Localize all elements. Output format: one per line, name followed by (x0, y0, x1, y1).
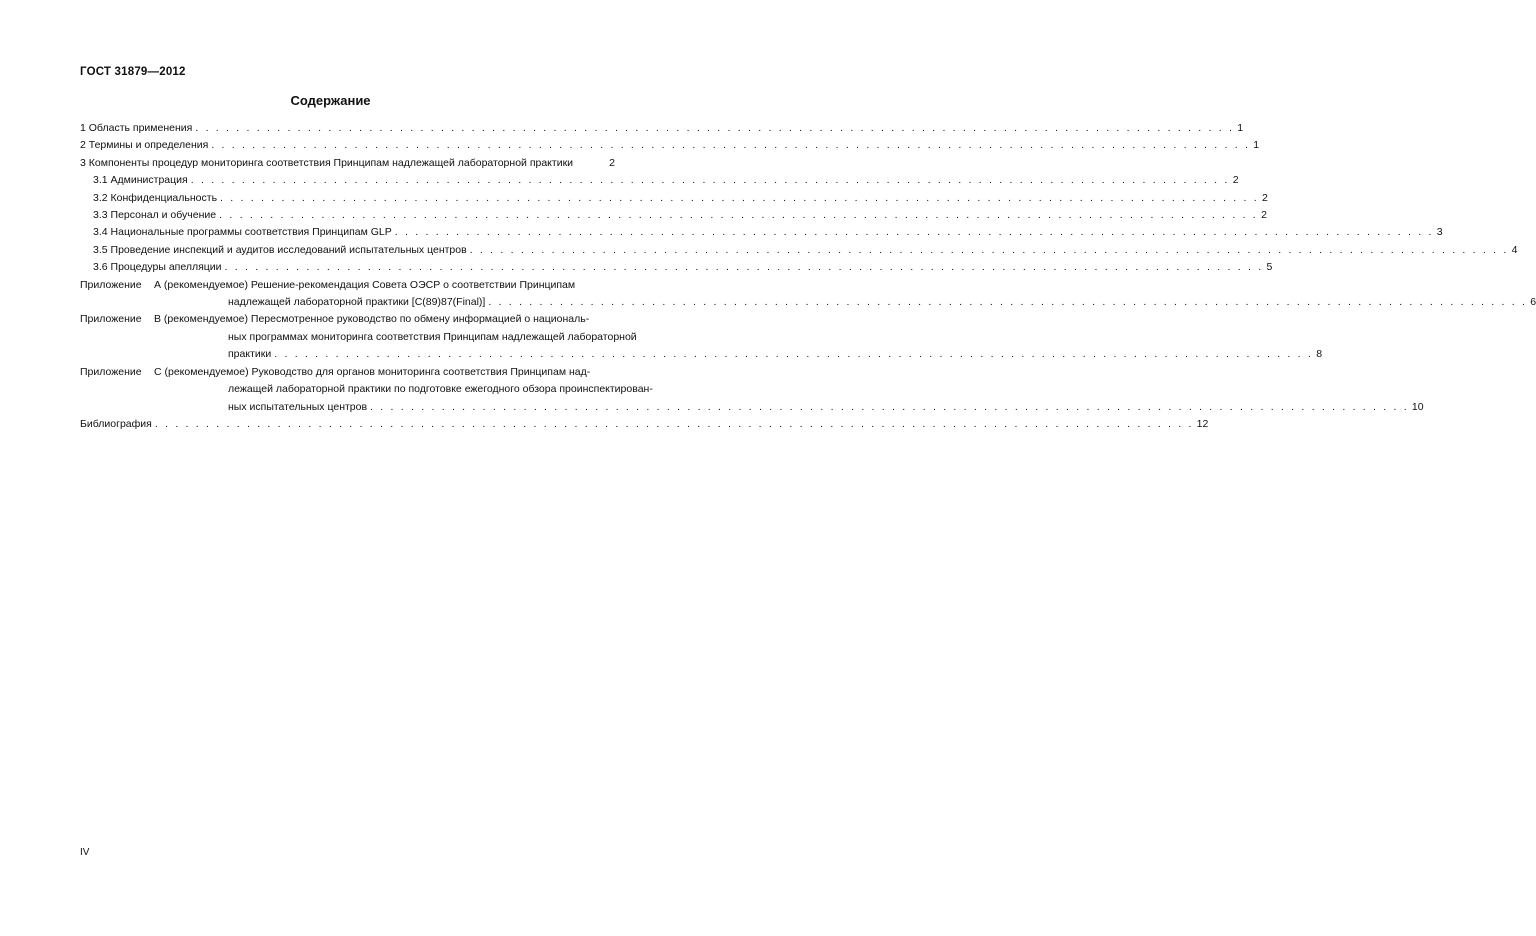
appendix-title-line: А (рекомендуемое) Решение-рекомендация Совета ОЭСР о соответствии Принципам (154, 278, 576, 291)
table-of-contents (80, 120, 1536, 433)
toc-entry-number: 2 (80, 139, 86, 152)
toc-entry-page: 2 (1261, 209, 1267, 222)
toc-leader-dots (191, 172, 1230, 189)
toc-entry-2[interactable] (80, 137, 1260, 154)
toc-entry-page: 6 (1530, 296, 1536, 309)
toc-entry-number: 3 (80, 156, 86, 169)
toc-leader-dots (211, 137, 1250, 154)
toc-leader-dots (488, 294, 1527, 311)
toc-entry-3-3[interactable] (80, 207, 1267, 224)
toc-entry-title: Персонал и обучение (110, 209, 217, 222)
toc-appendix-b[interactable] (80, 311, 1323, 363)
toc-entry-title: Проведение инспекций и аудитов исследований испытательных центров (110, 243, 467, 256)
toc-entry-title: Термины и определения (88, 139, 209, 152)
toc-entry-page: 1 (1237, 122, 1244, 134)
toc-entry-title: Библиография (80, 417, 152, 430)
appendix-title-line: ных испытательных центров (228, 400, 368, 413)
toc-entry-number: 3.6 (93, 261, 108, 274)
appendix-title-line: надлежащей лабораторной практики [C(89)87(Final)] (228, 296, 486, 309)
toc-leader-dots (225, 259, 1264, 276)
toc-leader-dots (470, 242, 1509, 259)
appendix-label: Приложение (80, 278, 142, 291)
appendix-title-line: ных программах мониторинга соответствия Принципам надлежащей лабораторной (228, 330, 637, 343)
appendix-title-line: лежащей лабораторной практики по подготовке ежегодного обзора проинспектирован- (228, 383, 653, 396)
toc-entry-number: 1 (80, 122, 86, 134)
toc-appendix-a[interactable] (80, 277, 1536, 312)
toc-entry-title: Национальные программы соответствия Принципам GLP (110, 226, 392, 239)
toc-entry-number: 3.3 (93, 209, 108, 222)
toc-entry-number: 3.5 (93, 243, 108, 256)
toc-bibliography[interactable] (80, 416, 1209, 433)
toc-entry-title: Область применения (88, 122, 193, 134)
page-title: Содержание (290, 93, 371, 108)
toc-leader-dots (220, 190, 1259, 207)
appendix-title-line: С (рекомендуемое) Руководство для органов мониторинга соответствия Принципам над- (154, 365, 591, 378)
toc-leader-dots (155, 416, 1194, 433)
toc-entry-number: 3.1 (93, 174, 108, 187)
toc-entry-3-5[interactable] (80, 242, 1518, 259)
toc-entry-page: 5 (1266, 261, 1273, 274)
toc-entry-title: Администрация (110, 174, 188, 187)
toc-entry-page: 2 (1262, 191, 1268, 204)
toc-leader-dots (195, 120, 1234, 137)
toc-entry-1[interactable] (80, 120, 1244, 137)
toc-entry-page: 10 (1411, 400, 1424, 413)
toc-entry-number: 3.2 (93, 191, 108, 204)
toc-entry-title: Компоненты процедур мониторинга соответствия Принципам надлежащей лабораторной практики (88, 156, 574, 169)
appendix-label: Приложение (80, 313, 142, 326)
toc-entry-page: 2 (609, 156, 615, 169)
toc-entry-number: 3.4 (93, 226, 108, 239)
toc-entry-title: Конфиденциальность (110, 191, 218, 204)
toc-entry-3-4[interactable] (80, 224, 1443, 241)
toc-leader-dots (370, 399, 1409, 416)
toc-leader-dots (219, 207, 1258, 224)
toc-leader-dots (274, 346, 1313, 363)
appendix-label: Приложение (80, 365, 142, 378)
toc-entry-3[interactable] (80, 155, 615, 172)
toc-entry-page: 3 (1436, 226, 1443, 239)
toc-leader-dots (395, 224, 1434, 241)
toc-entry-page: 8 (1316, 348, 1323, 361)
toc-entry-3-6[interactable] (80, 259, 1273, 276)
toc-entry-page: 12 (1196, 417, 1209, 430)
toc-entry-page: 4 (1511, 243, 1518, 256)
appendix-title-line: В (рекомендуемое) Пересмотренное руководство по обмену информацией о националь- (154, 313, 590, 326)
document-header: ГОСТ 31879—2012 (80, 66, 186, 78)
page-number: IV (80, 847, 90, 858)
toc-entry-3-1[interactable] (80, 172, 1239, 189)
toc-entry-title: Процедуры апелляции (110, 261, 222, 274)
toc-entry-page: 1 (1253, 139, 1260, 152)
toc-entry-page: 2 (1232, 174, 1239, 187)
toc-appendix-c[interactable] (80, 364, 1424, 416)
toc-entry-3-2[interactable] (80, 190, 1268, 207)
appendix-title-line: практики (228, 348, 272, 361)
